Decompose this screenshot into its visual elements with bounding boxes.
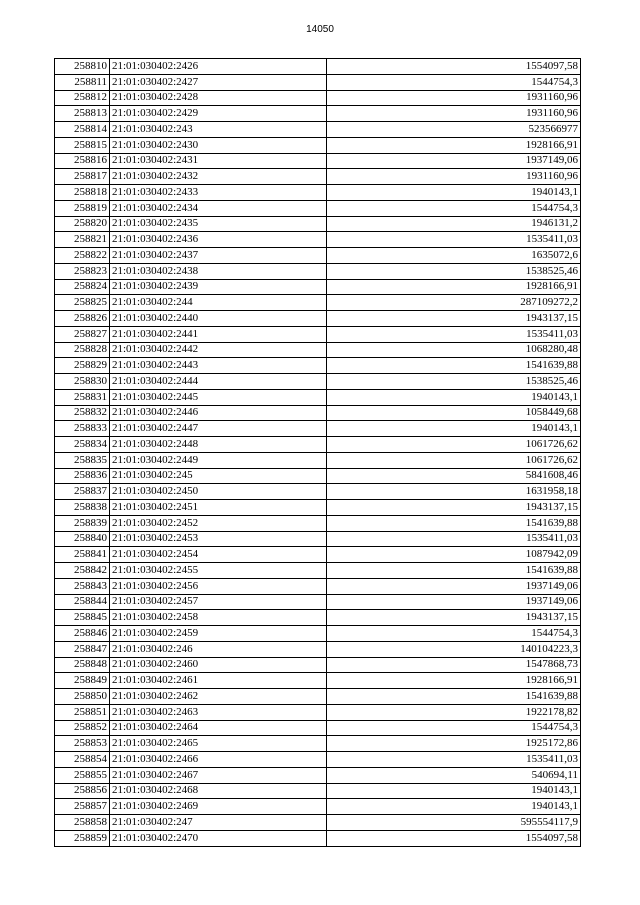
cadastral-value-cell: 1925172,86 <box>327 736 581 752</box>
cadastral-value-cell: 287109272,2 <box>327 295 581 311</box>
row-number-cell: 258831 <box>55 389 110 405</box>
cadastral-number-cell: 21:01:030402:2457 <box>110 594 327 610</box>
cadastral-number-cell: 21:01:030402:2466 <box>110 752 327 768</box>
row-number-cell: 258816 <box>55 153 110 169</box>
cadastral-value-cell: 1937149,06 <box>327 578 581 594</box>
cadastral-value-cell: 1931160,96 <box>327 90 581 106</box>
cadastral-number-cell: 21:01:030402:2438 <box>110 263 327 279</box>
cadastral-number-cell: 21:01:030402:2442 <box>110 342 327 358</box>
cadastral-number-cell: 21:01:030402:2468 <box>110 783 327 799</box>
cadastral-value-cell: 1538525,46 <box>327 263 581 279</box>
table-row <box>55 216 581 232</box>
row-number-cell: 258825 <box>55 295 110 311</box>
row-number-cell: 258814 <box>55 122 110 138</box>
table-body <box>55 59 581 847</box>
cadastral-number-cell: 21:01:030402:2450 <box>110 484 327 500</box>
cadastral-number-cell: 21:01:030402:2435 <box>110 216 327 232</box>
cadastral-number-cell: 21:01:030402:2454 <box>110 547 327 563</box>
row-number-cell: 258811 <box>55 74 110 90</box>
cadastral-value-table <box>54 58 581 847</box>
row-number-cell: 258832 <box>55 405 110 421</box>
row-number-cell: 258837 <box>55 484 110 500</box>
table-row <box>55 830 581 846</box>
row-number-cell: 258821 <box>55 232 110 248</box>
table-row <box>55 452 581 468</box>
cadastral-value-cell: 1087942,09 <box>327 547 581 563</box>
table-row <box>55 484 581 500</box>
table-row <box>55 437 581 453</box>
row-number-cell: 258817 <box>55 169 110 185</box>
row-number-cell: 258839 <box>55 515 110 531</box>
table-row <box>55 137 581 153</box>
table-row <box>55 185 581 201</box>
cadastral-number-cell: 21:01:030402:244 <box>110 295 327 311</box>
cadastral-value-cell: 1541639,88 <box>327 358 581 374</box>
table-row <box>55 311 581 327</box>
page-number: 14050 <box>306 24 334 35</box>
row-number-cell: 258819 <box>55 200 110 216</box>
cadastral-number-cell: 21:01:030402:2453 <box>110 531 327 547</box>
cadastral-value-cell: 1943137,15 <box>327 500 581 516</box>
table-row <box>55 626 581 642</box>
row-number-cell: 258822 <box>55 248 110 264</box>
cadastral-number-cell: 21:01:030402:2451 <box>110 500 327 516</box>
table-row <box>55 468 581 484</box>
cadastral-number-cell: 21:01:030402:2452 <box>110 515 327 531</box>
row-number-cell: 258859 <box>55 830 110 846</box>
row-number-cell: 258818 <box>55 185 110 201</box>
cadastral-number-cell: 21:01:030402:2460 <box>110 657 327 673</box>
cadastral-value-cell: 1544754,3 <box>327 200 581 216</box>
table-row <box>55 248 581 264</box>
cadastral-number-cell: 21:01:030402:2463 <box>110 704 327 720</box>
cadastral-value-cell: 1554097,58 <box>327 830 581 846</box>
row-number-cell: 258820 <box>55 216 110 232</box>
cadastral-value-cell: 1544754,3 <box>327 74 581 90</box>
cadastral-number-cell: 21:01:030402:2428 <box>110 90 327 106</box>
row-number-cell: 258810 <box>55 59 110 75</box>
cadastral-value-cell: 1544754,3 <box>327 626 581 642</box>
row-number-cell: 258855 <box>55 767 110 783</box>
cadastral-number-cell: 21:01:030402:246 <box>110 641 327 657</box>
cadastral-number-cell: 21:01:030402:2434 <box>110 200 327 216</box>
table-row <box>55 279 581 295</box>
cadastral-number-cell: 21:01:030402:2461 <box>110 673 327 689</box>
table-row <box>55 547 581 563</box>
cadastral-number-cell: 21:01:030402:245 <box>110 468 327 484</box>
cadastral-value-cell: 1928166,91 <box>327 279 581 295</box>
table-row <box>55 515 581 531</box>
cadastral-value-cell: 1061726,62 <box>327 437 581 453</box>
row-number-cell: 258824 <box>55 279 110 295</box>
cadastral-number-cell: 21:01:030402:2427 <box>110 74 327 90</box>
cadastral-number-cell: 21:01:030402:2469 <box>110 799 327 815</box>
cadastral-number-cell: 21:01:030402:2431 <box>110 153 327 169</box>
cadastral-value-cell: 540694,11 <box>327 767 581 783</box>
cadastral-number-cell: 21:01:030402:2464 <box>110 720 327 736</box>
table-row <box>55 767 581 783</box>
row-number-cell: 258836 <box>55 468 110 484</box>
row-number-cell: 258858 <box>55 815 110 831</box>
row-number-cell: 258827 <box>55 326 110 342</box>
row-number-cell: 258815 <box>55 137 110 153</box>
cadastral-value-cell: 1937149,06 <box>327 594 581 610</box>
cadastral-value-cell: 1535411,03 <box>327 531 581 547</box>
cadastral-number-cell: 21:01:030402:2462 <box>110 689 327 705</box>
cadastral-value-cell: 523566977 <box>327 122 581 138</box>
cadastral-number-cell: 21:01:030402:2440 <box>110 311 327 327</box>
cadastral-number-cell: 21:01:030402:2449 <box>110 452 327 468</box>
row-number-cell: 258849 <box>55 673 110 689</box>
cadastral-number-cell: 21:01:030402:2433 <box>110 185 327 201</box>
row-number-cell: 258838 <box>55 500 110 516</box>
cadastral-value-cell: 1928166,91 <box>327 137 581 153</box>
cadastral-value-cell: 1937149,06 <box>327 153 581 169</box>
cadastral-number-cell: 21:01:030402:243 <box>110 122 327 138</box>
cadastral-value-cell: 1538525,46 <box>327 374 581 390</box>
table-row <box>55 122 581 138</box>
row-number-cell: 258823 <box>55 263 110 279</box>
row-number-cell: 258843 <box>55 578 110 594</box>
row-number-cell: 258812 <box>55 90 110 106</box>
table-row <box>55 689 581 705</box>
row-number-cell: 258833 <box>55 421 110 437</box>
cadastral-value-cell: 1931160,96 <box>327 169 581 185</box>
table-row <box>55 594 581 610</box>
cadastral-number-cell: 21:01:030402:247 <box>110 815 327 831</box>
table-row <box>55 106 581 122</box>
cadastral-value-cell: 1554097,58 <box>327 59 581 75</box>
cadastral-number-cell: 21:01:030402:2441 <box>110 326 327 342</box>
table-row <box>55 358 581 374</box>
table-row <box>55 59 581 75</box>
cadastral-number-cell: 21:01:030402:2470 <box>110 830 327 846</box>
row-number-cell: 258853 <box>55 736 110 752</box>
cadastral-value-cell: 140104223,3 <box>327 641 581 657</box>
cadastral-number-cell: 21:01:030402:2446 <box>110 405 327 421</box>
cadastral-number-cell: 21:01:030402:2447 <box>110 421 327 437</box>
cadastral-value-cell: 1544754,3 <box>327 720 581 736</box>
cadastral-number-cell: 21:01:030402:2444 <box>110 374 327 390</box>
cadastral-value-cell: 1535411,03 <box>327 232 581 248</box>
cadastral-number-cell: 21:01:030402:2437 <box>110 248 327 264</box>
cadastral-number-cell: 21:01:030402:2430 <box>110 137 327 153</box>
cadastral-value-cell: 1940143,1 <box>327 799 581 815</box>
cadastral-value-cell: 1068280,48 <box>327 342 581 358</box>
cadastral-value-cell: 1058449,68 <box>327 405 581 421</box>
cadastral-value-cell: 1541639,88 <box>327 515 581 531</box>
cadastral-value-cell: 1541639,88 <box>327 689 581 705</box>
row-number-cell: 258829 <box>55 358 110 374</box>
cadastral-number-cell: 21:01:030402:2432 <box>110 169 327 185</box>
table-row <box>55 153 581 169</box>
table-row <box>55 200 581 216</box>
cadastral-value-cell: 1635072,6 <box>327 248 581 264</box>
row-number-cell: 258828 <box>55 342 110 358</box>
table-row <box>55 578 581 594</box>
cadastral-number-cell: 21:01:030402:2459 <box>110 626 327 642</box>
table-row <box>55 421 581 437</box>
table-row <box>55 752 581 768</box>
table-row <box>55 500 581 516</box>
row-number-cell: 258813 <box>55 106 110 122</box>
table-row <box>55 389 581 405</box>
table-row <box>55 374 581 390</box>
row-number-cell: 258830 <box>55 374 110 390</box>
cadastral-value-cell: 1928166,91 <box>327 673 581 689</box>
table-row <box>55 641 581 657</box>
row-number-cell: 258856 <box>55 783 110 799</box>
table-row <box>55 90 581 106</box>
table-row <box>55 405 581 421</box>
cadastral-value-cell: 5841608,46 <box>327 468 581 484</box>
row-number-cell: 258854 <box>55 752 110 768</box>
table-row <box>55 531 581 547</box>
cadastral-value-cell: 1940143,1 <box>327 185 581 201</box>
table-row <box>55 799 581 815</box>
table-row <box>55 326 581 342</box>
cadastral-value-cell: 1943137,15 <box>327 610 581 626</box>
cadastral-value-cell: 1931160,96 <box>327 106 581 122</box>
cadastral-number-cell: 21:01:030402:2439 <box>110 279 327 295</box>
table-row <box>55 263 581 279</box>
table-row <box>55 74 581 90</box>
cadastral-value-cell: 1940143,1 <box>327 389 581 405</box>
row-number-cell: 258845 <box>55 610 110 626</box>
row-number-cell: 258851 <box>55 704 110 720</box>
table-row <box>55 563 581 579</box>
cadastral-value-cell: 1535411,03 <box>327 752 581 768</box>
cadastral-number-cell: 21:01:030402:2443 <box>110 358 327 374</box>
table-row <box>55 736 581 752</box>
cadastral-number-cell: 21:01:030402:2455 <box>110 563 327 579</box>
cadastral-number-cell: 21:01:030402:2426 <box>110 59 327 75</box>
table-row <box>55 704 581 720</box>
cadastral-number-cell: 21:01:030402:2445 <box>110 389 327 405</box>
row-number-cell: 258835 <box>55 452 110 468</box>
cadastral-number-cell: 21:01:030402:2448 <box>110 437 327 453</box>
table-row <box>55 783 581 799</box>
cadastral-number-cell: 21:01:030402:2467 <box>110 767 327 783</box>
row-number-cell: 258848 <box>55 657 110 673</box>
row-number-cell: 258846 <box>55 626 110 642</box>
table-row <box>55 295 581 311</box>
cadastral-number-cell: 21:01:030402:2429 <box>110 106 327 122</box>
row-number-cell: 258850 <box>55 689 110 705</box>
cadastral-value-cell: 1943137,15 <box>327 311 581 327</box>
table-row <box>55 673 581 689</box>
table-row <box>55 342 581 358</box>
row-number-cell: 258842 <box>55 563 110 579</box>
cadastral-number-cell: 21:01:030402:2465 <box>110 736 327 752</box>
row-number-cell: 258826 <box>55 311 110 327</box>
cadastral-value-cell: 1922178,82 <box>327 704 581 720</box>
row-number-cell: 258844 <box>55 594 110 610</box>
cadastral-value-cell: 1547868,73 <box>327 657 581 673</box>
row-number-cell: 258852 <box>55 720 110 736</box>
row-number-cell: 258841 <box>55 547 110 563</box>
cadastral-value-cell: 1631958,18 <box>327 484 581 500</box>
table-row <box>55 610 581 626</box>
cadastral-value-cell: 1940143,1 <box>327 421 581 437</box>
cadastral-value-cell: 1541639,88 <box>327 563 581 579</box>
cadastral-value-cell: 595554117,9 <box>327 815 581 831</box>
cadastral-value-cell: 1061726,62 <box>327 452 581 468</box>
table-row <box>55 720 581 736</box>
cadastral-value-cell: 1940143,1 <box>327 783 581 799</box>
row-number-cell: 258847 <box>55 641 110 657</box>
row-number-cell: 258834 <box>55 437 110 453</box>
table-row <box>55 657 581 673</box>
table-row <box>55 815 581 831</box>
cadastral-number-cell: 21:01:030402:2456 <box>110 578 327 594</box>
row-number-cell: 258840 <box>55 531 110 547</box>
row-number-cell: 258857 <box>55 799 110 815</box>
cadastral-number-cell: 21:01:030402:2458 <box>110 610 327 626</box>
cadastral-number-cell: 21:01:030402:2436 <box>110 232 327 248</box>
table-row <box>55 169 581 185</box>
cadastral-value-cell: 1535411,03 <box>327 326 581 342</box>
table-row <box>55 232 581 248</box>
cadastral-value-cell: 1946131,2 <box>327 216 581 232</box>
